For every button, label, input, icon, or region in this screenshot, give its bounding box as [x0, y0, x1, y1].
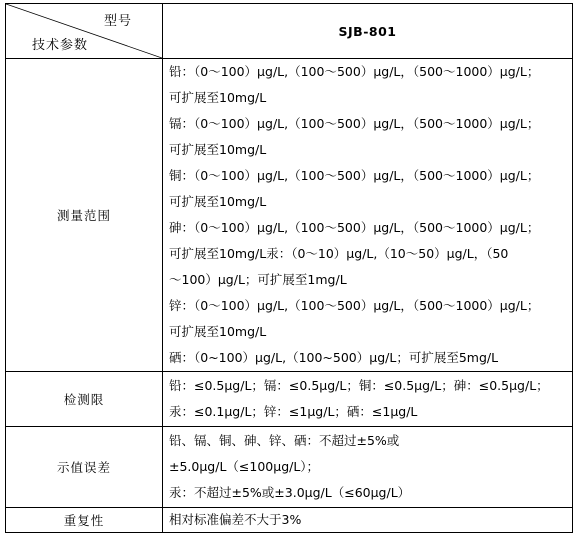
- value-line: 汞：不超过±5%或±3.0μg/L（≤60μg/L）: [169, 485, 411, 500]
- value-line: 锌：（0～100）μg/L,（100～500）μg/L，（500～1000）μg/L；: [169, 298, 540, 313]
- value-line: 铅、镉、铜、砷、锌、硒：不超过±5%或: [169, 433, 400, 448]
- row-label: 示值误差: [6, 427, 163, 508]
- header-params-label: 技术参数: [32, 38, 89, 53]
- value-line: 可扩展至10mg/L: [169, 194, 267, 209]
- value-line: ～100）μg/L；可扩展至1mg/L: [169, 272, 347, 287]
- header-model-label: 型号: [104, 14, 133, 29]
- model-name: SJB-801: [163, 4, 573, 59]
- value-line: 相对标准偏差不大于3%: [169, 512, 302, 527]
- value-line: 可扩展至10mg/L: [169, 324, 267, 339]
- row-value: [163, 59, 573, 372]
- value-line: 硒：（0~100）μg/L,（100~500）μg/L；可扩展至5mg/L: [169, 350, 499, 365]
- value-line: 铅：≤0.5μg/L；镉：≤0.5μg/L；铜：≤0.5μg/L；砷：≤0.5μg/L；: [169, 378, 549, 393]
- table-row: [6, 372, 573, 427]
- value-line: 砷：（0～100）μg/L,（100～500）μg/L，（500～1000）μg/L；: [169, 220, 540, 235]
- table-row: [6, 59, 573, 372]
- header-diagonal-cell: [6, 4, 163, 59]
- header-row: [6, 4, 573, 59]
- row-label: 重复性: [6, 508, 163, 533]
- value-line: 汞：≤0.1μg/L；锌：≤1μg/L；硒：≤1μg/L: [169, 404, 418, 419]
- row-value: [163, 427, 573, 508]
- spec-table: [5, 3, 573, 533]
- row-label: 检测限: [6, 372, 163, 427]
- row-label: 测量范围: [6, 59, 163, 372]
- table-row: [6, 427, 573, 508]
- value-line: 铅：（0～100）μg/L,（100～500）μg/L，（500～1000）μg/L；: [169, 64, 540, 79]
- value-line: 铜：（0～100）μg/L,（100～500）μg/L，（500～1000）μg/L；: [169, 168, 540, 183]
- row-value: [163, 508, 573, 533]
- value-line: 镉：（0～100）μg/L,（100～500）μg/L，（500～1000）μg/L；: [169, 116, 540, 131]
- value-line: 可扩展至10mg/L: [169, 142, 267, 157]
- value-line: 可扩展至10mg/L: [169, 90, 267, 105]
- value-line: 可扩展至10mg/L汞：（0～10）μg/L,（10～50）μg/L，（50: [169, 246, 509, 261]
- row-value: [163, 372, 573, 427]
- table-row: [6, 508, 573, 533]
- value-line: ±5.0μg/L（≤100μg/L）；: [169, 459, 320, 474]
